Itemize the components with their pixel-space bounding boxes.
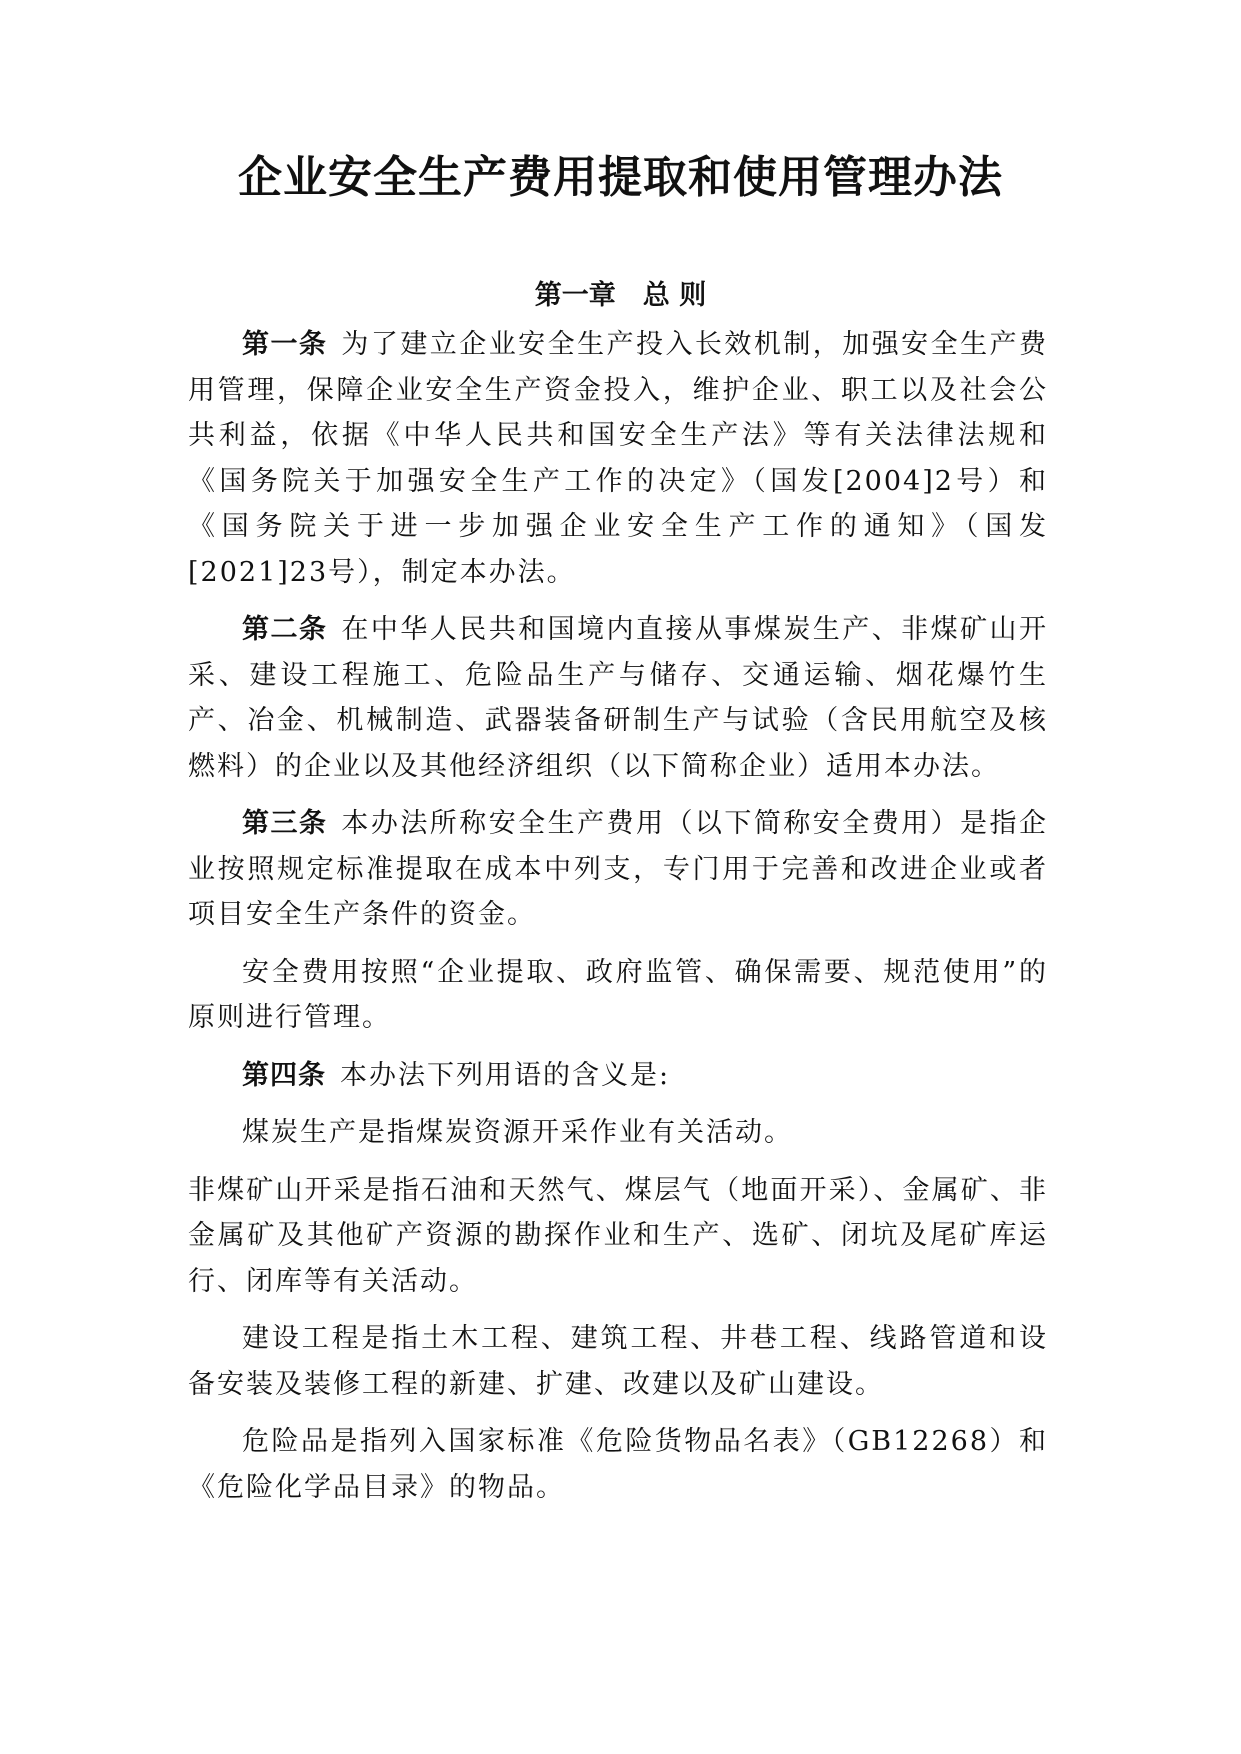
article-3 [188, 801, 1048, 938]
definition-hazardous: 危险品是指列入国家标准《危险货物品名表》（GB12268）和《危险化学品目录》的物品。 [188, 1426, 1048, 1503]
article-1-label: 第一条 [242, 329, 328, 360]
definition-coal: 煤炭生产是指煤炭资源开采作业有关活动。 [242, 1117, 793, 1148]
article-4-text: 本办法下列用语的含义是: [340, 1059, 671, 1091]
article-2-label: 第二条 [242, 614, 328, 645]
principle-paragraph: 安全费用按照“企业提取、政府监管、确保需要、规范使用”的原则进行管理。 [188, 956, 1048, 1033]
article-3-text: 本办法所称安全生产费用（以下简称安全费用）是指企业按照规定标准提取在成本中列支，专门用于完善和改进企业或者项目安全生产条件的资金。 [188, 808, 1049, 930]
article-4 [188, 1053, 1048, 1099]
article-2 [188, 607, 1048, 789]
definition-construction: 建设工程是指土木工程、建筑工程、井巷工程、线路管道和设备安装及装修工程的新建、扩建、改建以及矿山建设。 [188, 1323, 1048, 1400]
chapter-heading: 第一章 总 则 [534, 280, 707, 311]
article-1 [188, 322, 1048, 595]
document-title: 企业安全生产费用提取和使用管理办法 [238, 152, 1003, 203]
article-3-label: 第三条 [242, 808, 328, 839]
definition-non-coal: 非煤矿山开采是指石油和天然气、煤层气（地面开采）、金属矿、非金属矿及其他矿产资源的勘探作业和生产、选矿、闭坑及尾矿库运行、闭库等有关活动。 [188, 1174, 1048, 1297]
article-1-text: 为了建立企业安全生产投入长效机制，加强安全生产费用管理，保障企业安全生产资金投入，维护企业、职工以及社会公共利益，依据《中华人民共和国安全生产法》等有关法律法规和《国务院关于加强安全生产工作的决定》（国发[2004]2号）和《国务院关于进一步加强企业安全生产工作的通知》（国发[2021]23号），制定本办法。 [188, 329, 1049, 588]
document-body [188, 322, 1048, 1522]
article-2-text: 在中华人民共和国境内直接从事煤炭生产、非煤矿山开采、建设工程施工、危险品生产与储存、交通运输、烟花爆竹生产、冶金、机械制造、武器装备研制生产与试验（含民用航空及核燃料）的企业以及其他经济组织（以下简称企业）适用本办法。 [188, 614, 1049, 782]
article-4-label: 第四条 [242, 1059, 326, 1091]
